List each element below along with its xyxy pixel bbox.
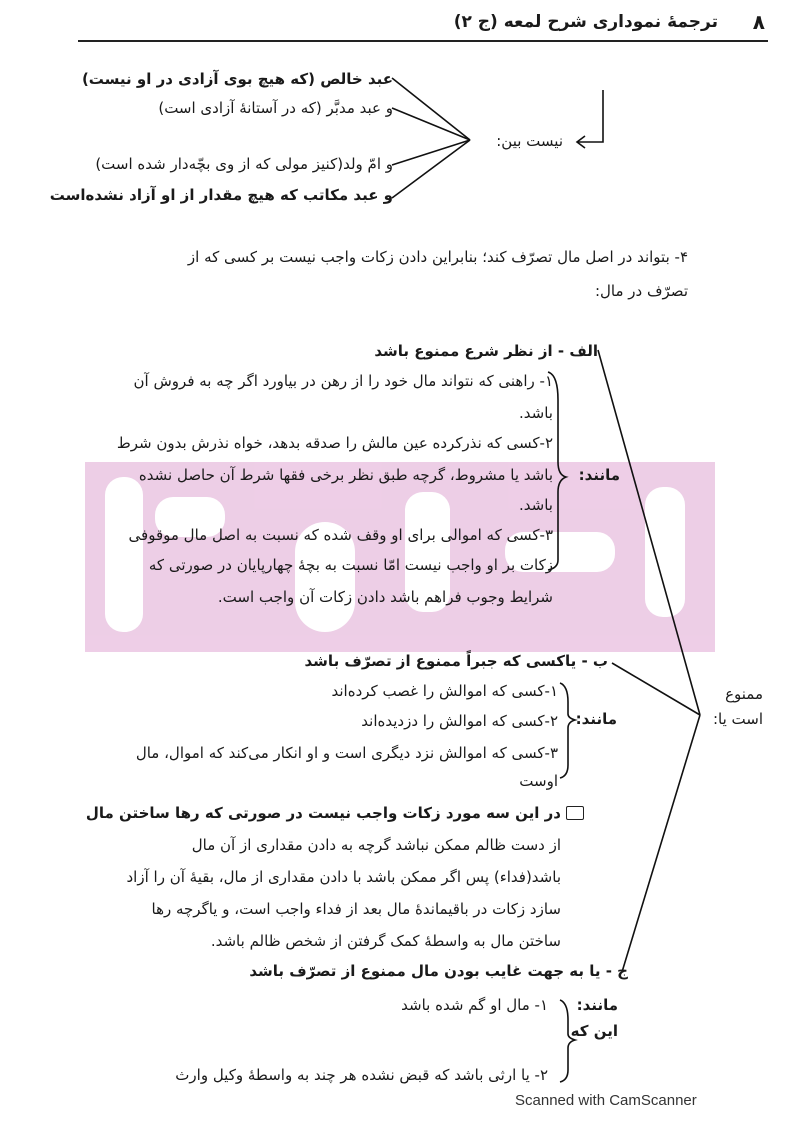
section-b-line-3: ۳-کسی که اموالش نزد دیگری است و او انکار می‌کند که اموال، مال	[135, 744, 558, 762]
section-a-line-5: باشد.	[519, 496, 553, 514]
top-arrow-label: نیست بین:	[496, 132, 563, 150]
section-a-example-label: مانند:	[578, 466, 620, 484]
right-label-line-2: است یا:	[712, 710, 763, 728]
scanner-footer: Scanned with CamScanner	[515, 1092, 697, 1109]
top-item-3: و امّ ولد(کنیز مولی که از وی بچّه‌دار شده است)	[95, 155, 393, 173]
section-c-example-label-2: این که	[570, 1022, 618, 1040]
section-a-line-1: ۱- راهنی که نتواند مال خود را از رهن در بیاورد اگر چه به فروش آن	[133, 372, 553, 390]
section-b-line-1: ۱-کسی که اموالش را غصب کرده‌اند	[331, 682, 558, 700]
condition-4-line-1: ۴- بتواند در اصل مال تصرّف کند؛ بنابراین دادن زکات واجب نیست بر کسی که از	[187, 248, 688, 266]
section-c-line-1: ۱- مال او گم شده باشد	[401, 996, 548, 1014]
section-b-heading: ب - یاکسی که جبراً ممنوع از تصرّف باشد	[304, 652, 608, 670]
section-b-line-2: ۲-کسی که اموالش را دزدیده‌اند	[361, 712, 558, 730]
note-line-2: از دست ظالم ممکن نباشد گرچه به دادن مقداری از آن مال	[191, 836, 561, 854]
top-item-2: و عبد مدبَّر (که در آستانهٔ آزادی است)	[158, 99, 393, 117]
note-line-3: باشد(فداء) پس اگر ممکن باشد با دادن مقداری از مال، بقیهٔ آن را آزاد	[126, 868, 561, 886]
section-a-line-2: باشد.	[519, 404, 553, 422]
note-line-1: در این سه مورد زکات واجب نیست در صورتی که رها ساختن مال	[85, 804, 561, 822]
note-line-5: ساختن مال به واسطهٔ کمک گرفتن از شخص ظالم باشد.	[210, 932, 561, 950]
section-a-line-8: شرایط وجوب فراهم باشد دادن زکات آن واجب است.	[217, 588, 553, 606]
section-c-heading: ج - یا به جهت غایب بودن مال ممنوع از تصرّف باشد	[249, 962, 628, 980]
section-a-line-7: زکات بر او واجب نیست امّا نسبت به بچهٔ چهارپایان در صورتی که	[148, 556, 553, 574]
section-a-line-6: ۳-کسی که اموالی برای او وقف شده که نسبت به اصل مال موقوفی	[128, 526, 553, 544]
section-a-heading: الف - از نظر شرع ممنوع باشد	[374, 342, 598, 360]
top-item-4: و عبد مکاتب که هیچ مقدار از او آزاد نشده‌است	[49, 186, 393, 204]
section-a-line-4: باشد یا مشروط، گرچه طبق نظر برخی فقها شرط آن حاصل نشده	[138, 466, 553, 484]
condition-4-line-2: تصرّف در مال:	[594, 282, 688, 300]
right-label-line-1: ممنوع	[725, 685, 763, 703]
section-c-line-2: ۲- یا ارثی باشد که قبض نشده هر چند به واسطهٔ وکیل وارث	[175, 1066, 548, 1084]
section-c-example-label: مانند:	[576, 996, 618, 1014]
section-a-line-3: ۲-کسی که نذرکرده عین مالش را صدقه بدهد، خواه نذرش بدون شرط	[116, 434, 553, 452]
note-line-4: سازد زکات در باقیماندهٔ مال بعد از فداء واجب است، و یاگرچه رها	[151, 900, 561, 918]
section-b-line-4: اوست	[519, 772, 558, 790]
section-b-example-label: مانند:	[575, 710, 617, 728]
page-number: ۸	[752, 10, 765, 34]
top-item-1: عبد خالص (که هیچ بوی آزادی در او نیست)	[81, 70, 393, 88]
pointing-hand-icon	[566, 806, 584, 820]
running-header-title: ترجمهٔ نموداری شرح لمعه (ج ۲)	[453, 12, 718, 32]
